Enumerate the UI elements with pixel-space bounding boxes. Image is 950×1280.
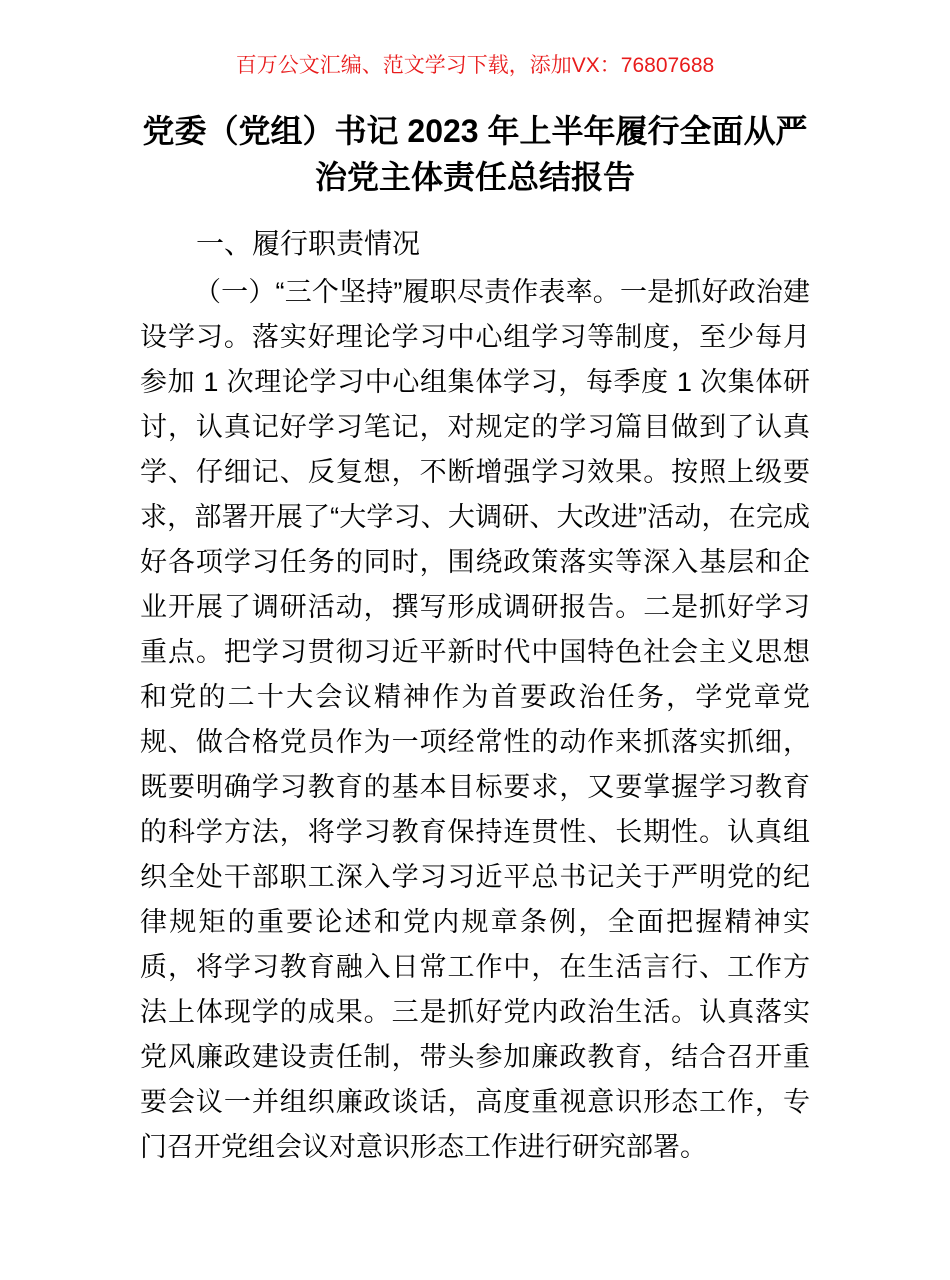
document-title-line-2: 治党主体责任总结报告 (314, 159, 635, 195)
body-paragraph: （一）“三个坚持”履职尽责作表率。一是抓好政治建设学习。落实好理论学习中心组学习等制度，至少每月参加 1 次理论学习中心组集体学习，每季度 1 次集体研讨，认真记好学习笔记，对规定的学习篇目做到了认真学、仔细记、反复想，不断增强学习效果。按照上级要求，部署开展了“大学习、大调研、大改进”活动，在完成好各项学习任务的同时，围绕政策落实等深入基层和企业开展了调研活动，撰写形成调研报告。二是抓好学习重点。把学习贯彻习近平新时代中国特色社会主义思想和党的二十大会议精神作为首要政治任务，学党章党规、做合格党员作为一项经常性的动作来抓落实抓细，既要明确学习教育的基本目标要求，又要掌握学习教育的科学方法，将学习教育保持连贯性、长期性。认真组织全处干部职工深入学习习近平总书记关于严明党的纪律规矩的重要论述和党内规章条例，全面把握精神实质，将学习教育融入日常工作中，在生活言行、工作方法上体现学的成果。三是抓好党内政治生活。认真落实党风廉政建设责任制，带头参加廉政教育，结合召开重要会议一并组织廉政谈话，高度重视意识形态工作，专门召开党组会议对意识形态工作进行研究部署。 (140, 277, 810, 1163)
document-page (0, 50, 950, 1280)
document-title (140, 108, 810, 200)
promo-banner-text: 百万公文汇编、范文学习下载，添加VX：76807688 (235, 54, 715, 77)
section-heading: 一、履行职责情况 (196, 228, 421, 260)
document-title-line-1: 党委（党组）书记 2023 年上半年履行全面从严 (142, 113, 808, 149)
